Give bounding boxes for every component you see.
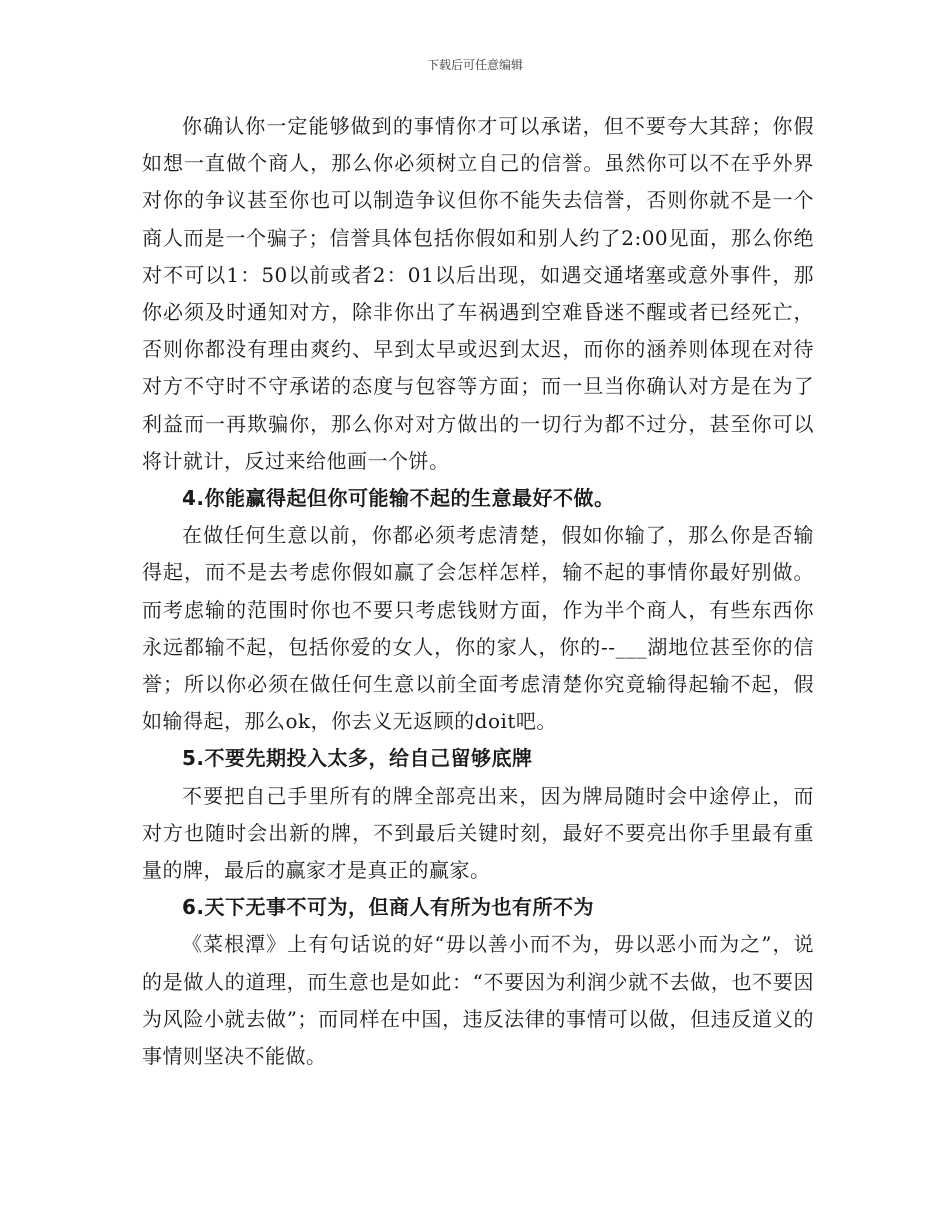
heading-section-4: 4.你能赢得起但你可能输不起的生意最好不做。 bbox=[182, 486, 615, 511]
heading-section-5: 5.不要先期投入太多，给自己留够底牌 bbox=[182, 746, 533, 771]
paragraph-caigentan: 《菜根潭》上有句话说的好“毋以善小而不为，毋以恶小而为之”，说的是做人的道理，而生意也是如此：“不要因为利润少就不去做，也不要因为风险小就去做”；而同样在中国，违反法律的事情可以做，但违反道义的事情则坚决不能做。 bbox=[142, 932, 814, 1069]
document-body bbox=[142, 108, 814, 1075]
page-header: 下载后可任意编辑 bbox=[426, 58, 523, 72]
paragraph-keep-cards: 不要把自己手里所有的牌全部亮出来，因为牌局随时会中途停止，而对方也随时会出新的牌，不到最后关键时刻，最好不要亮出你手里最有重量的牌，最后的赢家才是真正的赢家。 bbox=[142, 783, 814, 883]
heading-section-6: 6.天下无事不可为，但商人有所为也有所不为 bbox=[182, 895, 595, 920]
paragraph-afford-to-lose: 在做任何生意以前，你都必须考虑清楚，假如你输了，那么你是否输得起，而不是去考虑你假如赢了会怎样怎样，输不起的事情你最好别做。而考虑输的范围时你也不要只考虑钱财方面，作为半个商人，有些东西你永远都输不起，包括你爱的女人，你的家人，你的--___湖地位甚至你的信誉；所以你必须在做任何生意以前全面考虑清楚你究竟输得起输不起，假如输得起，那么ok，你去义无返顾的doit吧。 bbox=[142, 523, 814, 734]
paragraph-credibility: 你确认你一定能够做到的事情你才可以承诺，但不要夸大其辞；你假如想一直做个商人，那么你必须树立自己的信誉。虽然你可以不在乎外界对你的争议甚至你也可以制造争议但你不能失去信誉，否则你就不是一个商人而是一个骗子；信誉具体包括你假如和别人约了2:00见面，那么你绝对不可以1：50以前或者2：01以后出现，如遇交通堵塞或意外事件，那你必须及时通知对方，除非你出了车祸遇到空难昏迷不醒或者已经死亡，否则你都没有理由爽约、早到太早或迟到太迟，而你的涵养则体现在对待对方不守时不守承诺的态度与包容等方面；而一旦当你确认对方是在为了利益而一再欺骗你，那么你对对方做出的一切行为都不过分，甚至你可以将计就计，反过来给他画一个饼。 bbox=[142, 114, 814, 473]
